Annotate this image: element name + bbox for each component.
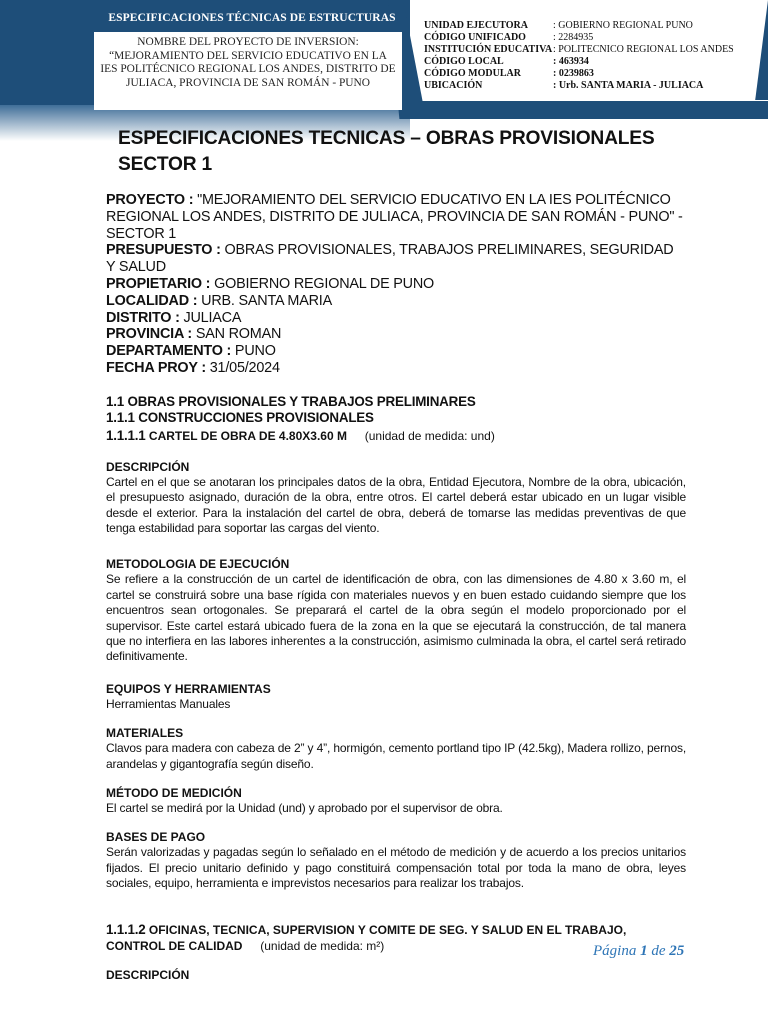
departamento-label: DEPARTAMENTO : (106, 343, 232, 360)
descripcion2-heading: DESCRIPCIÓN (106, 968, 190, 983)
distrito-value: JULIACA (179, 309, 242, 326)
provincia-label: PROVINCIA : (106, 326, 193, 343)
departamento-line (106, 343, 686, 360)
distrito-line (106, 310, 686, 327)
departamento-value: PUNO (231, 343, 276, 360)
section-number-1-1-1-2: 1.1.1.2 (106, 921, 146, 937)
page-of: de (651, 943, 666, 959)
distrito-label: DISTRITO : (106, 309, 180, 326)
document-body (106, 126, 686, 983)
equipos-text: Herramientas Manuales (106, 696, 231, 711)
info-key: UBICACIÓN (424, 80, 483, 91)
page-total: 25 (669, 943, 685, 959)
header-corner (736, 0, 768, 100)
page-number (593, 943, 684, 960)
localidad-value: URB. SANTA MARIA (197, 292, 332, 309)
metodologia-heading: METODOLOGIA DE EJECUCIÓN (106, 557, 290, 572)
propietario-line (106, 276, 686, 293)
info-value: : 2284935 (553, 32, 594, 43)
localidad-line (106, 293, 686, 310)
fecha-line (106, 360, 686, 377)
metodologia-text: Se refiere a la construcción de un cartel de identificación de obra, con las dimensiones de 4.80 x 3.60 m, el cartel se construirá sobre una base rígida con materiales nuevos y en buen estado cuidando siempre que los encuentros sean ortogonales. Se preparará el cartel de la obra según el modelo proporcionado por el supervisor. Este cartel estará ubicado fuera de la zona en la que se ejecutará la construcción, de tal manera que no interfiera en las labores inherentes a la construcción, asimismo culminada la obra, el cartel será retirado definitivamente. (106, 572, 686, 664)
pago-text: Serán valorizadas y pagadas según lo señalado en el método de medición y de acuerdo a los precios unitarios fijados. El precio unitario definido y pago constituirá compensación total por toda la mano de obra, leyes sociales, equipo, herramienta e imprevistos necesarios para realizar los trabajos. (106, 845, 686, 891)
propietario-label: PROPIETARIO : (106, 275, 211, 292)
page-title: ESPECIFICACIONES TECNICAS – OBRAS PROVISIONALES SECTOR 1 (118, 128, 655, 175)
presupuesto-value: OBRAS PROVISIONALES, TRABAJOS PRELIMINARES, SEGURIDAD Y SALUD (106, 242, 674, 276)
presupuesto-line (106, 242, 686, 276)
provincia-value: SAN ROMAN (192, 326, 282, 343)
info-key: UNIDAD EJECUTORA (424, 20, 528, 31)
medicion-heading: MÉTODO DE MEDICIÓN (106, 786, 242, 801)
fecha-label: FECHA PROY : (106, 359, 206, 376)
info-row (424, 20, 734, 32)
section-title-1-1-1-2: OFICINAS, TECNICA, SUPERVISION Y COMITE DE SEG. Y SALUD EN EL TRABAJO, CONTROL DE CALIDAD (106, 922, 627, 954)
unit-label: (unidad de medida: und) (364, 428, 495, 443)
propietario-value: GOBIERNO REGIONAL DE PUNO (210, 275, 435, 292)
info-value: : 463934 (553, 56, 589, 67)
descripcion-text: Cartel en el que se anotaran los principales datos de la obra, Entidad Ejecutora, Nombre de la obra, ubicación, el presupuesto asignado, duración de la obra, entre otros. El cartel deberá estar ubicado en un lugar visible desde el exterior. Para la instalación del cartel de obra, deberá de tomarse las medidas preventivas de que tenga estabilidad para soportar las cargas del viento. (106, 474, 686, 535)
info-key: CÓDIGO MODULAR (424, 68, 521, 79)
project-name-box (94, 32, 402, 110)
materiales-text: Clavos para madera con cabeza de 2” y 4”, hormigón, cemento portland tipo IP (42.5kg), Madera rollizo, pernos, arandelas y gigantografía según diseño. (106, 741, 686, 771)
info-row (424, 44, 734, 56)
info-row (424, 68, 734, 80)
materiales-heading: MATERIALES (106, 726, 184, 741)
fecha-value: 31/05/2024 (205, 359, 280, 376)
unit-label-2: (unidad de medida: m²) (260, 939, 385, 954)
header-banner: ESPECIFICACIONES TÉCNICAS DE ESTRUCTURAS (108, 12, 396, 24)
header-right-bar (404, 101, 768, 119)
info-row (424, 80, 734, 92)
section-heading-1-1-1: 1.1.1 CONSTRUCCIONES PROVISIONALES (106, 410, 374, 426)
proyecto-line (106, 192, 686, 242)
equipos-heading: EQUIPOS Y HERRAMIENTAS (106, 681, 271, 696)
localidad-label: LOCALIDAD : (106, 292, 198, 309)
info-value: : 0239863 (553, 68, 594, 79)
provincia-line (106, 326, 686, 343)
medicion-text: El cartel se medirá por la Unidad (und) y aprobado por el supervisor de obra. (106, 801, 503, 816)
info-value: : GOBIERNO REGIONAL PUNO (553, 20, 693, 31)
section-title-1-1-1-1: CARTEL DE OBRA DE 4.80X3.60 M (145, 428, 347, 443)
section-heading-1-1: 1.1 OBRAS PROVISIONALES Y TRABAJOS PRELIMINARES (106, 393, 476, 409)
presupuesto-label: PRESUPUESTO : (106, 242, 221, 259)
project-details (106, 192, 686, 377)
info-value: : Urb. SANTA MARIA - JULIACA (553, 80, 704, 91)
info-key: CÓDIGO LOCAL (424, 56, 504, 67)
header-info (424, 20, 734, 92)
page-word: Página (593, 943, 637, 959)
info-row (424, 32, 734, 44)
info-key: CÓDIGO UNIFICADO (424, 32, 526, 43)
proyecto-value: "MEJORAMIENTO DEL SERVICIO EDUCATIVO EN LA IES POLITÉCNICO REGIONAL LOS ANDES, DISTRITO DE JULIACA, PROVINCIA DE SAN ROMÁN - PUNO" - SECTOR 1 (106, 192, 683, 242)
section-number-1-1-1-1: 1.1.1.1 (106, 427, 146, 443)
info-row (424, 56, 734, 68)
info-value: : POLITECNICO REGIONAL LOS ANDES (553, 44, 734, 55)
proyecto-label: PROYECTO : (106, 192, 194, 208)
pago-heading: BASES DE PAGO (106, 830, 206, 845)
project-name-text: NOMBRE DEL PROYECTO DE INVERSION: “MEJORAMIENTO DEL SERVICIO EDUCATIVO EN LA IES POLITÉCNICO REGIONAL LOS ANDES, DISTRITO DE JULIACA, PROVINCIA DE SAN ROMÁN - PUNO (100, 36, 396, 89)
info-key: INSTITUCIÓN EDUCATIVA (424, 44, 553, 55)
descripcion-heading: DESCRIPCIÓN (106, 459, 190, 474)
page-current: 1 (640, 943, 648, 959)
